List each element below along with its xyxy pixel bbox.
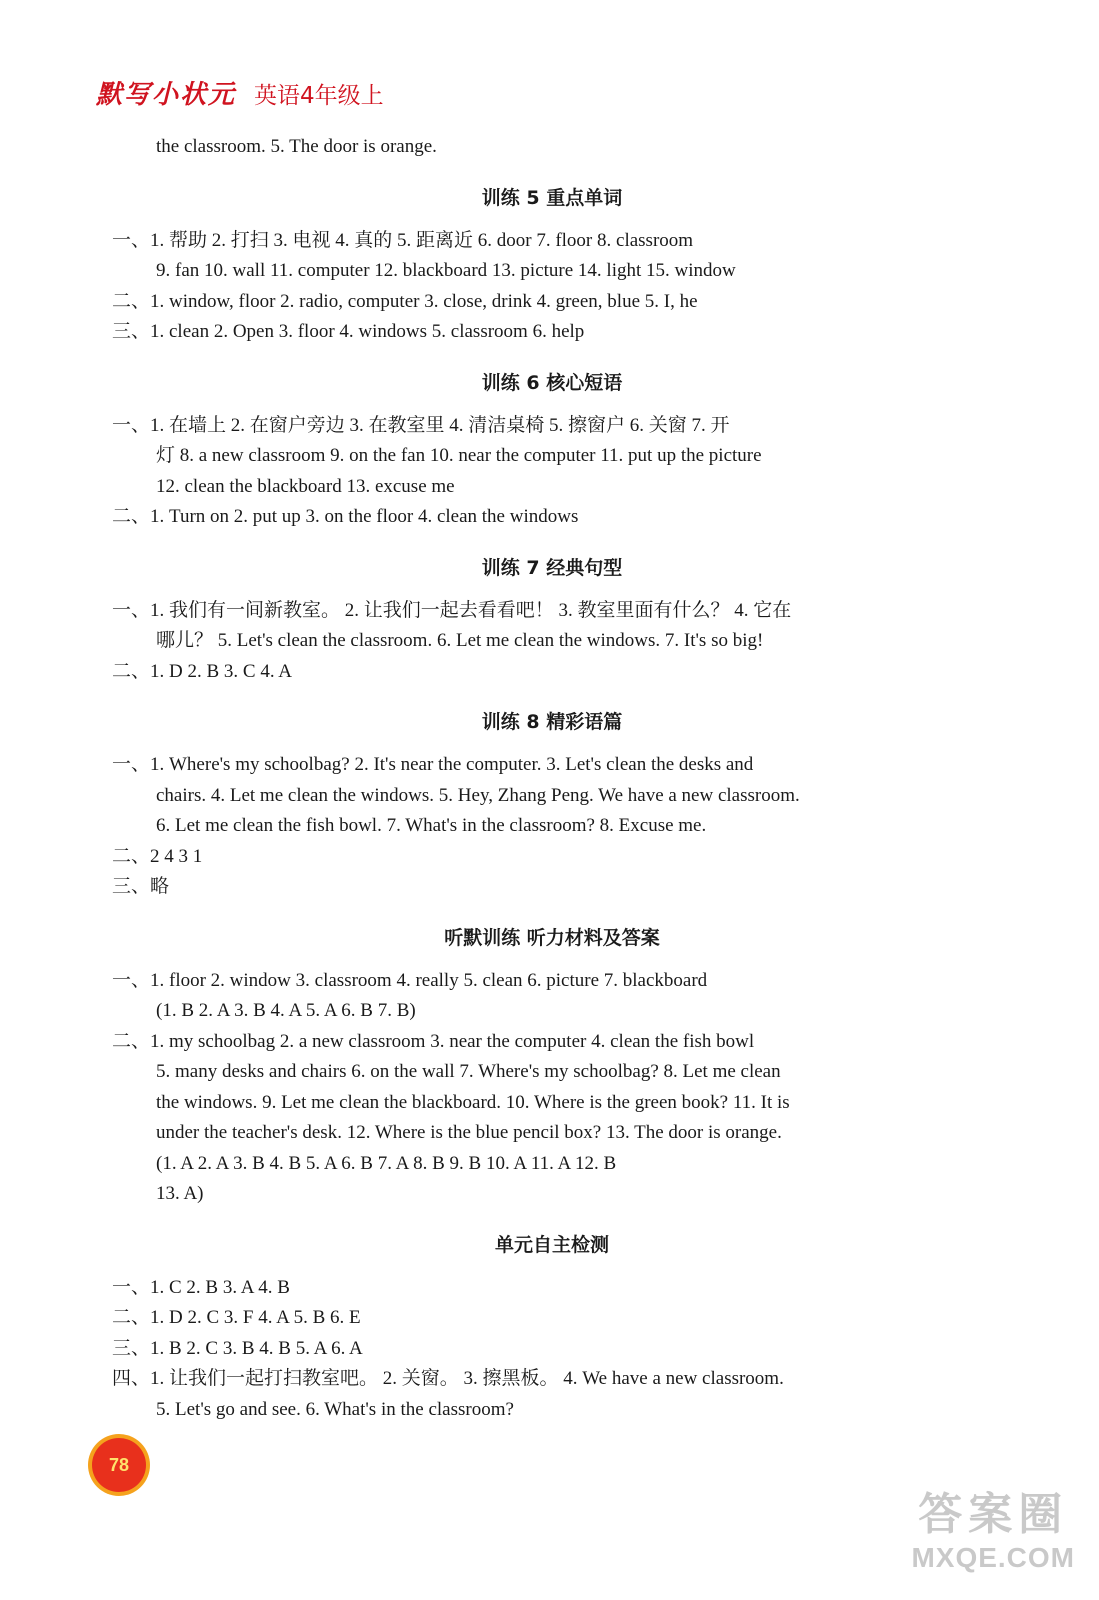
section-title: 训练 7 经典句型 xyxy=(481,556,623,579)
answer-line: 二、2 4 3 1 xyxy=(112,845,203,867)
answer-line: 13. A) xyxy=(156,1183,204,1204)
answer-content xyxy=(112,132,992,1425)
book-subtitle: 英语4年级上 xyxy=(254,83,384,109)
answer-line: 二、1. my schoolbag 2. a new classroom 3. near the computer 4. clean the fish bowl xyxy=(112,1030,755,1052)
book-header xyxy=(96,74,384,111)
answer-line: 哪儿？ 5. Let's clean the classroom. 6. Let me clean the windows. 7. It's so big! xyxy=(156,630,764,651)
answer-line: 二、1. D 2. C 3. F 4. A 5. B 6. E xyxy=(112,1307,361,1328)
answer-line: 12. clean the blackboard 13. excuse me xyxy=(156,475,455,497)
answer-line: 一、1. C 2. B 3. A 4. B xyxy=(112,1276,290,1298)
answer-line: 一、1. Where's my schoolbag? 2. It's near the computer. 3. Let's clean the desks and xyxy=(112,754,754,775)
answer-line: 一、1. 在墙上 2. 在窗户旁边 3. 在教室里 4. 清洁桌椅 5. 擦窗户 6. 关窗 7. 开 xyxy=(112,414,730,436)
answer-line: chairs. 4. Let me clean the windows. 5. Hey, Zhang Peng. We have a new classroom. xyxy=(156,784,800,806)
answer-line: 9. fan 10. wall 11. computer 12. blackboard 13. picture 14. light 15. window xyxy=(156,260,736,281)
answer-line: 二、1. D 2. B 3. C 4. A xyxy=(112,660,292,682)
section-title: 听默训练 听力材料及答案 xyxy=(444,926,660,949)
answer-line: 四、1. 让我们一起打扫教室吧。 2. 关窗。 3. 擦黑板。 4. We have a new classroom. xyxy=(112,1368,784,1389)
page-number-badge xyxy=(92,1438,146,1492)
continuation-line: the classroom. 5. The door is orange. xyxy=(156,136,437,157)
watermark-logo: 答案圈 MXQE.COM xyxy=(911,1490,1075,1573)
answer-line: 三、略 xyxy=(112,876,170,897)
answer-line: the windows. 9. Let me clean the blackboard. 10. Where is the green book? 11. It is xyxy=(156,1091,790,1113)
answer-line: 一、1. 我们有一间新教室。 2. 让我们一起去看看吧！ 3. 教室里面有什么？ 4. 它在 xyxy=(112,599,792,621)
book-title: 默写小状元 xyxy=(96,80,237,110)
answer-line: (1. B 2. A 3. B 4. A 5. A 6. B 7. B) xyxy=(156,1000,416,1021)
answer-line: 二、1. Turn on 2. put up 3. on the floor 4. clean the windows xyxy=(112,506,579,527)
section-title: 训练 8 精彩语篇 xyxy=(481,711,623,733)
section-title: 单元自主检测 xyxy=(494,1233,609,1256)
answer-line: 6. Let me clean the fish bowl. 7. What's in the classroom? 8. Excuse me. xyxy=(156,815,707,836)
answer-line: 三、1. clean 2. Open 3. floor 4. windows 5. classroom 6. help xyxy=(112,321,585,342)
answer-line: 三、1. B 2. C 3. B 4. B 5. A 6. A xyxy=(112,1337,363,1359)
answer-line: 5. many desks and chairs 6. on the wall 7. Where's my schoolbag? 8. Let me clean xyxy=(156,1061,781,1082)
answer-line: 灯 8. a new classroom 9. on the fan 10. near the computer 11. put up the picture xyxy=(156,445,762,466)
answer-line: 二、1. window, floor 2. radio, computer 3. close, drink 4. green, blue 5. I, he xyxy=(112,290,698,312)
answer-line: 一、1. floor 2. window 3. classroom 4. really 5. clean 6. picture 7. blackboard xyxy=(112,969,708,991)
answer-line: under the teacher's desk. 12. Where is the blue pencil box? 13. The door is orange. xyxy=(156,1122,782,1143)
section-title: 训练 6 核心短语 xyxy=(481,371,623,394)
page-number: 78 xyxy=(108,1454,130,1475)
answer-line: 5. Let's go and see. 6. What's in the classroom? xyxy=(156,1398,514,1420)
answer-line: (1. A 2. A 3. B 4. B 5. A 6. B 7. A 8. B 9. B 10. A 11. A 12. B xyxy=(156,1152,617,1174)
section-title: 训练 5 重点单词 xyxy=(481,186,623,209)
answer-line: 一、1. 帮助 2. 打扫 3. 电视 4. 真的 5. 距离近 6. door 7. floor 8. classroom xyxy=(112,229,694,251)
